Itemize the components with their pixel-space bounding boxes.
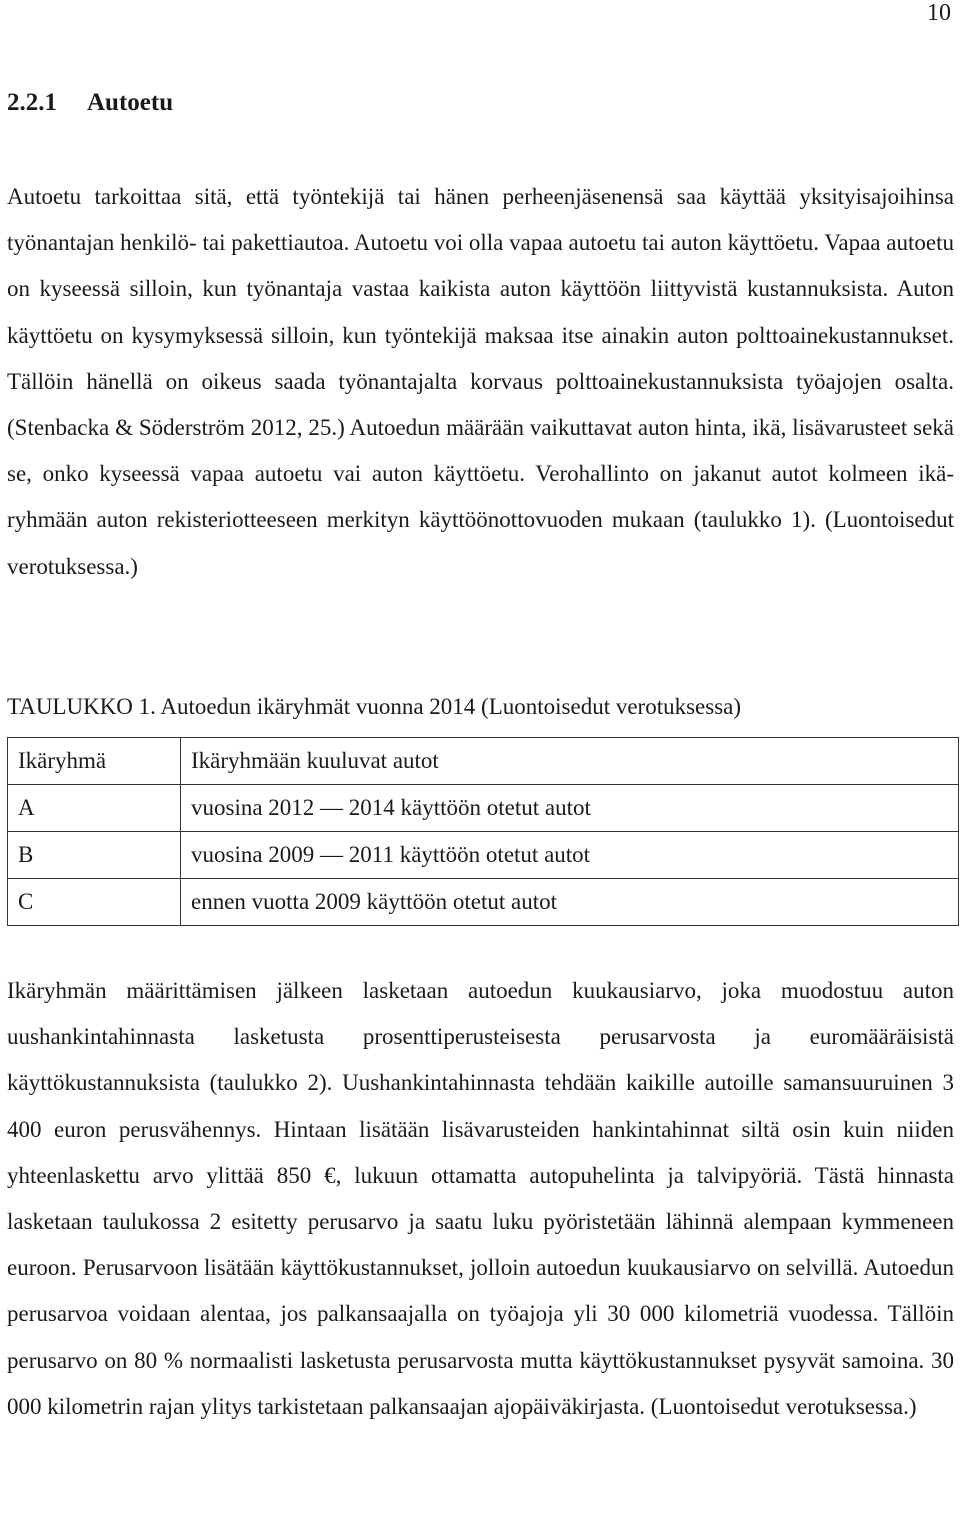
section-title: Autoetu [87, 89, 174, 116]
age-group-table [7, 737, 959, 926]
table-cell-description: vuosina 2009 — 2011 käyttöön otetut autot [181, 832, 959, 879]
table-cell-description: ennen vuotta 2009 käyttöön otetut autot [181, 879, 959, 926]
body-paragraph-1: Autoetu tarkoittaa sitä, että työntekijä tai hänen perheenjäsenensä saa käyttää yksityisajoihinsa työnantajan henkilö- tai pakettiautoa. Autoetu voi olla vapaa autoetu tai auton käyttöetu. Vapaa autoetu on kyseessä silloin, kun työnantaja vastaa kaikista auton käyttöön liittyvistä kustannuksista. Auton käyttöetu on kysymyksessä silloin, kun työntekijä maksaa itse ainakin auton polttoainekustannukset. Tällöin hänellä on oikeus saada työnantajalta korvaus polttoainekustannuksista työajojen osalta. (Stenbacka & Söderström 2012, 25.) Autoedun määrään vaikuttavat auton hinta, ikä, lisävarusteet sekä se, onko kyseessä vapaa autoetu vai auton käyttöetu. Verohallinto on jakanut autot kolmeen ikäryhmään auton rekisteriotteeseen merkityn käyttöönottovuoden mukaan (taulukko 1). (Luontoisedut verotuksessa.) [7, 184, 954, 579]
table-header-row [8, 738, 959, 785]
table-cell-group: B [8, 832, 181, 879]
table-cell-description: vuosina 2012 — 2014 käyttöön otetut autot [181, 785, 959, 832]
page-number: 10 [927, 0, 951, 26]
body-paragraph-2: Ikäryhmän määrittämisen jälkeen lasketaan autoedun kuukausiarvo, joka muodostuu auton uushankintahinnasta lasketusta prosenttiperusteisesta perusarvosta ja euromääräisistä käyttökustannuksista (taulukko 2). Uushankintahinnasta tehdään kaikille autoille samansuuruinen 3 400 euron perusvähennys. Hintaan lisätään lisävarusteiden hankintahinnat siltä osin kuin niiden yhteenlaskettu arvo ylittää 850 €, lukuun ottamatta autopuhelinta ja talvipyöriä. Tästä hinnasta lasketaan taulukossa 2 esitetty perusarvo ja saatu luku pyöristetään lähinnä alempaan kymmeneen euroon. Perusarvoon lisätään käyttökustannukset, jolloin autoedun kuukausiarvo on selvillä. Autoedun perusarvoa voidaan alentaa, jos palkansaajalla on työajoja yli 30 000 kilometriä vuodessa. Tällöin perusarvo on 80 % normaalisti lasketusta perusarvosta mutta käyttökustannukset pysyvät samoina. 30 000 kilometrin rajan ylitys tarkistetaan palkansaajan ajopäiväkirjasta. (Luontoisedut verotuksessa.) [7, 978, 954, 1419]
table-cell-group: C [8, 879, 181, 926]
table-header-cell: Ikäryhmä [8, 738, 181, 785]
section-number: 2.2.1 [7, 89, 57, 116]
table-row [8, 832, 959, 879]
table-header-cell: Ikäryhmään kuuluvat autot [181, 738, 959, 785]
table-cell-group: A [8, 785, 181, 832]
table-caption: TAULUKKO 1. Autoedun ikäryhmät vuonna 2014 (Luontoisedut verotuksessa) [7, 694, 742, 719]
table-row [8, 879, 959, 926]
table-row [8, 785, 959, 832]
section-heading [7, 86, 173, 120]
